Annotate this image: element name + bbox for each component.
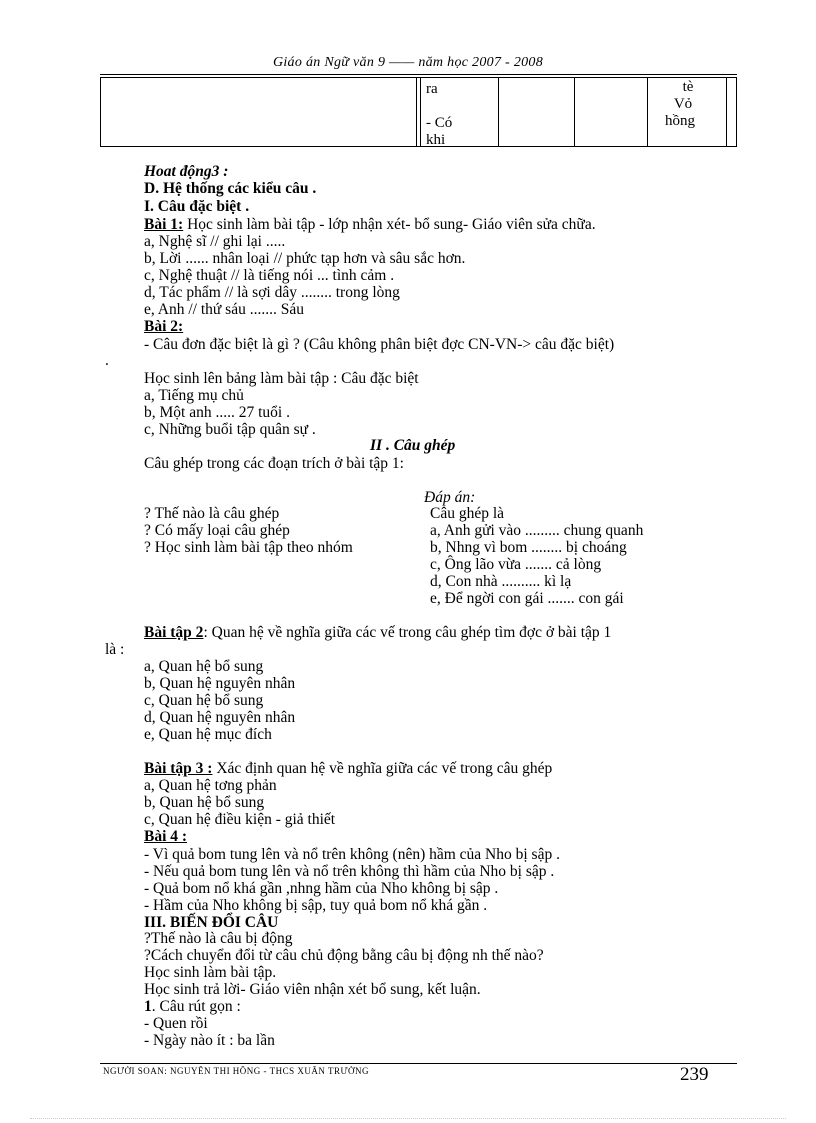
bai4-label: Bài 4 : [144, 828, 188, 845]
answer-item: Câu ghép là [430, 505, 505, 522]
answer-item: e, Để ngời con gái ....... con gái [430, 590, 624, 607]
bt2-text: : Quan hệ về nghĩa giữa các vế trong câu ghép tìm đợc ở bài tập 1 [203, 624, 612, 641]
stray-dot: . [105, 352, 109, 369]
list-item: c, Quan hệ điều kiện - giả thiết [144, 811, 336, 828]
table-col-line [736, 77, 737, 147]
table-col-line [726, 77, 727, 147]
question-item: ? Thế nào là câu ghép [144, 505, 280, 522]
section-3-heading: III. BIẾN ĐỔI CÂU [144, 914, 279, 931]
bai2-work: Học sinh lên bảng làm bài tập : Câu đặc biệt [144, 370, 419, 387]
list-item: c, Những buổi tập quân sự . [144, 421, 316, 438]
bai2-label: Bài 2: [144, 318, 184, 335]
activity-heading: Hoat động3 : [144, 163, 229, 180]
cau-ghep-intro: Câu ghép trong các đoạn trích ở bài tập 1: [144, 455, 404, 472]
list-item: b, Lời ...... nhân loại // phức tạp hơn và sâu sắc hơn. [144, 250, 466, 267]
bai1-line [144, 216, 596, 233]
list-item: - Ngày nào ít : ba lần [144, 1032, 275, 1049]
page-header-title: Giáo án Ngữ văn 9 —— năm học 2007 - 2008 [272, 55, 544, 70]
list-item: d, Tác phẩm // là sợi dây ........ trong lòng [144, 284, 400, 301]
rut-gon-heading [144, 998, 241, 1015]
list-item: - Vì quả bom tung lên và nổ trên không (nên) hầm của Nho bị sập . [144, 846, 560, 863]
section-2-heading: II . Câu ghép [370, 437, 456, 454]
header-rule [100, 74, 737, 75]
answer-item: d, Con nhà .......... kì lạ [430, 573, 572, 590]
question-convert: ?Cách chuyển đổi từ câu chủ động bằng câu bị động nh thế nào? [144, 947, 544, 964]
bt3-label: Bài tập 3 : [144, 760, 213, 777]
page-number: 239 [680, 1064, 709, 1085]
list-item: - Quen rồi [144, 1015, 208, 1032]
bt3-text: Xác định quan hệ về nghĩa giữa các vế trong câu ghép [212, 760, 553, 777]
question-item: ? Học sinh làm bài tập theo nhóm [144, 539, 353, 556]
question-item: ? Có mấy loại câu ghép [144, 522, 290, 539]
table-top-border [100, 77, 737, 78]
student-task: Học sinh làm bài tập. [144, 964, 277, 981]
table-col-line [416, 77, 417, 147]
bt2-continuation: là : [105, 641, 125, 658]
section-1-heading: I. Câu đặc biệt . [144, 198, 250, 215]
list-item: a, Quan hệ bổ sung [144, 658, 264, 675]
rut-gon-number: 1 [144, 998, 152, 1015]
question-passive: ?Thế nào là câu bị động [144, 930, 293, 947]
answer-item: c, Ông lão vừa ....... cả lòng [430, 556, 602, 573]
list-item: a, Quan hệ tơng phản [144, 777, 277, 794]
table-cell-ra: ra - Có khi [426, 81, 453, 144]
table-bottom-border [100, 146, 737, 147]
list-item: c, Nghệ thuật // là tiếng nói ... tình cảm . [144, 267, 395, 284]
bai1-text: Học sinh làm bài tập - lớp nhận xét- bổ sung- Giáo viên sửa chữa. [183, 216, 596, 233]
list-item: - Hầm của Nho không bị sập, tuy quả bom nổ khá gần . [144, 897, 488, 914]
answer-item: b, Nhng vì bom ........ bị choáng [430, 539, 627, 556]
table-col-line [100, 77, 101, 147]
list-item: - Nếu quả bom tung lên và nổ trên không thì hầm của Nho bị sập . [144, 863, 555, 880]
rut-gon-text: . Câu rút gọn : [151, 998, 241, 1015]
bai2-question: - Câu đơn đặc biệt là gì ? (Câu không phân biệt đợc CN-VN-> câu đặc biệt) [144, 336, 615, 353]
table-col-line [647, 77, 648, 147]
table-cell-last: tè Vỏ hồng [665, 79, 695, 129]
student-answer: Học sinh trả lời- Giáo viên nhận xét bổ sung, kết luận. [144, 981, 481, 998]
list-item: b, Quan hệ bổ sung [144, 794, 265, 811]
list-item: a, Tiếng mụ chủ [144, 387, 244, 404]
footer-rule [100, 1063, 737, 1064]
table-col-line [420, 77, 421, 147]
list-item: e, Anh // thứ sáu ....... Sáu [144, 301, 304, 318]
bai1-label: Bài 1: [144, 216, 184, 233]
bt3-line [144, 760, 552, 777]
list-item: - Quả bom nổ khá gần ,nhng hầm của Nho không bị sập . [144, 880, 499, 897]
section-d-heading: D. Hệ thống các kiểu câu . [144, 180, 317, 197]
list-item: d, Quan hệ nguyên nhân [144, 709, 296, 726]
bt2-label: Bài tập 2 [144, 624, 204, 641]
table-col-line [574, 77, 575, 147]
list-item: e, Quan hệ mục đích [144, 726, 272, 743]
list-item: a, Nghệ sĩ // ghi lại ..... [144, 233, 286, 250]
bt2-line [144, 624, 611, 641]
continued-table [100, 77, 737, 147]
page-edge-dotted-line [30, 1118, 786, 1119]
table-col-line [498, 77, 499, 147]
dap-an-title: Đáp án: [424, 489, 476, 506]
answer-item: a, Anh gửi vào ......... chung quanh [430, 522, 644, 539]
list-item: c, Quan hệ bổ sung [144, 692, 264, 709]
list-item: b, Quan hệ nguyên nhân [144, 675, 296, 692]
list-item: b, Một anh ..... 27 tuổi . [144, 404, 290, 421]
footer-author: NGƯỜI SOẠN: NGUYỄN THỊ HỒNG - THCS XUÂN TRƯỜNG [103, 1066, 369, 1074]
